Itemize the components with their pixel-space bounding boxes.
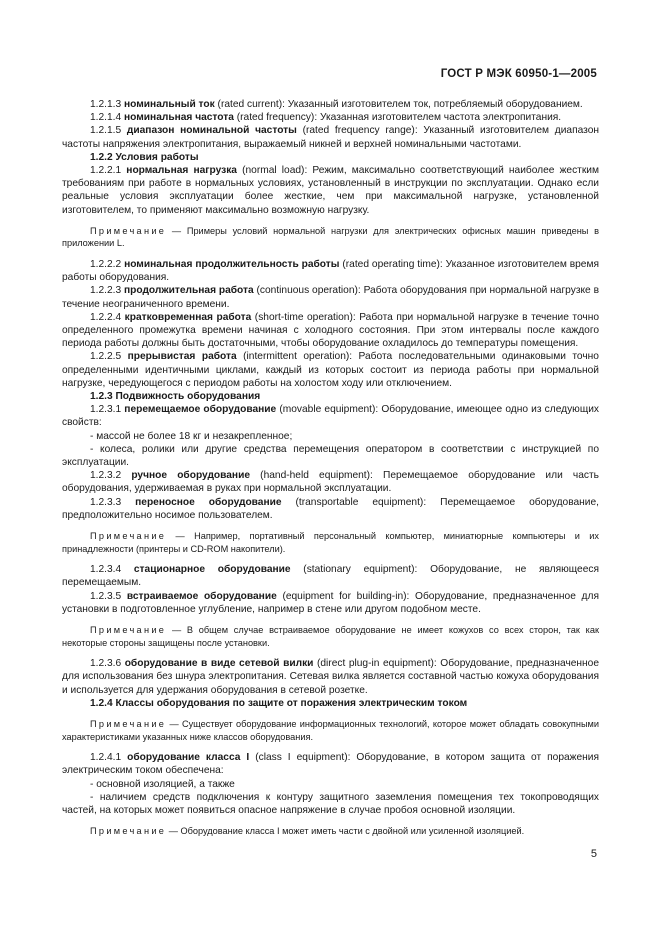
note xyxy=(62,225,599,250)
clause-paragraph xyxy=(62,164,599,217)
note xyxy=(62,624,599,649)
clause-paragraph xyxy=(62,496,599,522)
clause-number: 1.2.3.2 xyxy=(90,470,122,482)
clause-paragraph xyxy=(62,657,599,697)
clause-number: 1.2.3.3 xyxy=(90,496,122,508)
clause-number: 1.2.3.6 xyxy=(90,658,122,670)
term: номинальная частота xyxy=(124,112,234,124)
term: номинальный ток xyxy=(124,99,215,110)
clause-paragraph xyxy=(62,751,599,777)
note xyxy=(62,825,599,838)
note-text: — Например, портативный персональный компьютер, миниатюрные компьютеры и их принадлежности (принтеры и CD-ROM накопители). xyxy=(62,531,599,554)
definition: (hand-held equipment): Перемещаемое оборудование или часть оборудования, удерживаемая в руках при нормальной эксплуатации. xyxy=(62,470,599,495)
list-item: - массой не более 18 кг и незакрепленное; xyxy=(90,430,293,442)
clause-number: 1.2.2.2 xyxy=(90,259,122,271)
note-text: — Оборудование класса I может иметь части с двойной или усиленной изоляцией. xyxy=(166,826,525,837)
definition: (class I equipment): Оборудование, в котором защита от поражения электрическим током обеспечена: xyxy=(62,752,599,777)
clause-number: 1.2.1.5 xyxy=(90,125,122,137)
clause-number: 1.2.3.5 xyxy=(90,590,122,602)
clause-number: 1.2.2.1 xyxy=(90,165,122,177)
clause-number: 1.2.1.4 xyxy=(90,112,122,124)
term: продолжительная работа xyxy=(124,285,254,297)
clause-paragraph xyxy=(62,403,599,429)
term: кратковременная работа xyxy=(124,311,252,323)
note xyxy=(62,530,599,555)
term: оборудование в виде сетевой вилки xyxy=(124,658,314,670)
definition: (rated current): Указанный изготовителем ток, потребляемый оборудованием. xyxy=(214,99,583,110)
note-label: Примечание xyxy=(90,225,167,236)
clause-paragraph xyxy=(62,590,599,616)
definition: (transportable equipment): Перемещаемое оборудование, предположительно носимое пользователем. xyxy=(62,496,599,521)
term: номинальная продолжительность работы xyxy=(124,259,340,271)
clause-number: 1.2.3.4 xyxy=(90,564,122,576)
term: диапазон номинальной частоты xyxy=(126,125,297,137)
clause-paragraph xyxy=(62,98,599,111)
note-label: Примечание xyxy=(90,719,167,730)
term: оборудование класса I xyxy=(127,752,250,764)
clause-paragraph xyxy=(62,111,599,124)
note xyxy=(62,718,599,743)
term: нормальная нагрузка xyxy=(126,165,237,177)
term: стационарное оборудование xyxy=(133,564,291,576)
definition: (rated frequency range): Указанный изготовителем диапазон частоты напряжения электропитания, выражаемый никней и верхней номинальными частотами. xyxy=(62,125,599,150)
page-body xyxy=(62,98,599,846)
note-label: Примечание xyxy=(90,531,167,542)
list-item: - колеса, ролики или другие средства перемещения оператором в соответствии с инструкцией по эксплуатации. xyxy=(62,443,599,469)
clause-number: 1.2.3.1 xyxy=(90,404,122,416)
term: ручное оборудование xyxy=(131,470,251,482)
note-text: — Примеры условий нормальной нагрузки для электрических офисных машин приведены в приложении L. xyxy=(62,225,599,249)
definition: (direct plug-in equipment): Оборудование, предназначенное для использования без шнура электропитания. Сетевая вилка является составной частью кожуха оборудования и используется для удержания оборудования в сетевой розетке. xyxy=(62,658,599,696)
list-item: - основной изоляцией, а также xyxy=(90,778,235,790)
definition: (intermittent operation): Работа последовательными одинаковыми точно определенными идентичными циклами, каждый из которых состоит из периода работы при нормальной нагрузке, чередующегося с периодом работы на холостом ходу или отключением. xyxy=(62,351,599,389)
definition: (rated frequency): Указанная изготовителем частота электропитания. xyxy=(233,112,562,124)
note-label: Примечание xyxy=(90,625,167,636)
page-header: ГОСТ Р МЭК 60950-1—2005 xyxy=(440,68,597,80)
term: прерывистая работа xyxy=(127,351,237,363)
clause-number: 1.2.2.3 xyxy=(90,285,122,297)
section-heading: 1.2.2 Условия работы xyxy=(90,151,199,163)
definition: (rated operating time): Указанное изготовителем время работы оборудования. xyxy=(62,259,599,284)
definition: (equipment for building-in): Оборудование, предназначенное для установки в подготовленное углубление, например в стене или другом подобном месте. xyxy=(62,590,599,615)
clause-number: 1.2.2.5 xyxy=(90,351,122,363)
term: перемещаемое оборудование xyxy=(124,404,277,416)
clause-paragraph xyxy=(62,124,599,150)
definition: (continuous operation): Работа оборудования при нормальной нагрузке в течение неограниченного времени. xyxy=(62,285,599,310)
clause-number: 1.2.4.1 xyxy=(90,752,122,764)
clause-number: 1.2.2.4 xyxy=(90,311,122,323)
definition: (movable equipment): Оборудование, имеющее одно из следующих свойств: xyxy=(62,404,599,429)
note-text: — Существует оборудование информационных технологий, которое может обладать совокупными характеристиками указанных ниже классов оборудования. xyxy=(62,719,599,742)
page-number: 5 xyxy=(590,848,597,860)
clause-paragraph xyxy=(62,311,599,351)
clause-paragraph xyxy=(62,563,599,589)
term: встраиваемое оборудование xyxy=(126,590,277,602)
list-item: - наличием средств подключения к контуру защитного заземления помещения тех токопроводящих частей, на которых может появиться опасное напряжение в случае пробоя основной изоляции. xyxy=(62,791,599,817)
term: переносное оборудование xyxy=(135,496,282,508)
note-text: — В общем случае встраиваемое оборудование не имеет кожухов со всех сторон, так как некоторые стороны защищены после установки. xyxy=(62,625,599,648)
clause-paragraph xyxy=(62,469,599,495)
definition: (short-time operation): Работа при нормальной нагрузке в течение точно определенного промежутка времени начиная с холодного состояния. При этом интервалы после каждого периода работы должны быть достаточными, чтобы оборудование охладилось до температуры помещения. xyxy=(62,311,600,350)
clause-paragraph xyxy=(62,350,599,390)
section-heading: 1.2.3 Подвижность оборудования xyxy=(90,391,261,403)
clause-paragraph xyxy=(62,258,599,284)
clause-number: 1.2.1.3 xyxy=(90,99,122,110)
section-heading: 1.2.4 Классы оборудования по защите от поражения электрическим током xyxy=(90,697,468,709)
clause-paragraph xyxy=(62,284,599,310)
note-label: Примечание xyxy=(90,826,167,837)
definition: (stationary equipment): Оборудование, не являющееся перемещаемым. xyxy=(62,564,599,589)
definition: (normal load): Режим, максимально соответствующий наиболее жестким требованиям при работе в нормальных условиях, установленный в инструкции по эксплуатации. Однако если реальные условия эксплуатации более жесткие, чем при максимальной нагрузке, установленной изготовителем, то применяют максимально возможную нагрузку. xyxy=(62,165,599,216)
